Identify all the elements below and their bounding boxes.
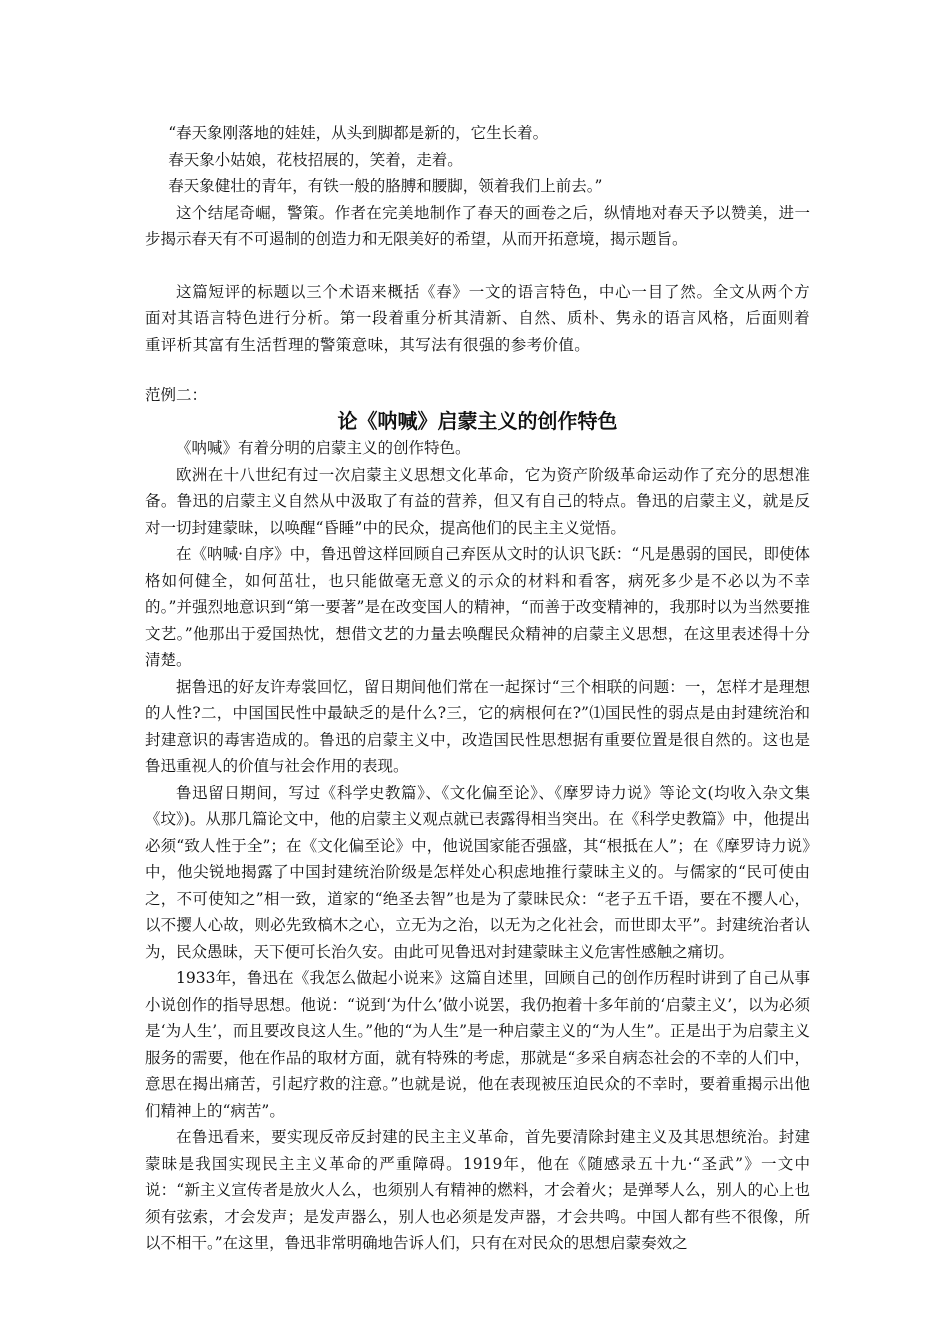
essay-title: 论《呐喊》启蒙主义的创作特色 bbox=[337, 409, 618, 433]
closing-paragraph: 这个结尾奇崛，警策。作者在完美地制作了春天的画卷之后，纵情地对春天予以赞美，进一步揭示春天有不可遏制的创造力和无限美好的希望，从而开拓意境，揭示题旨。 bbox=[145, 203, 810, 248]
document-page bbox=[145, 120, 810, 1257]
essay-paragraph-6: 1933年，鲁迅在《我怎么做起小说来》这篇自述里，回顾自己的创作历程时讲到了自己从事小说创作的指导思想。他说：“说到‘为什么’做小说罢，我仍抱着十多年前的‘启蒙主义’，以为必须是‘为人生’，而且要改良这人生。”他的“为人生”是一种启蒙主义的“为人生”。正是出于为启蒙主义服务的需要，他在作品的取材方面，就有特殊的考虑，那就是“多采自病态社会的不幸的人们中，意思在揭出痛苦，引起疗救的注意。”也就是说，他在表现被压迫民众的不幸时，要着重揭示出他们精神上的“病苦”。 bbox=[145, 969, 810, 1120]
commentary-paragraph: 这篇短评的标题以三个术语来概括《春》一文的语言特色，中心一目了然。全文从两个方面对其语言特色进行分析。第一段着重分析其清新、自然、质朴、隽永的语言风格，后面则着重评析其富有生活哲理的警策意味，其写法有很强的参考价值。 bbox=[145, 282, 810, 354]
quote-line-3: 春天象健壮的青年，有铁一般的胳膊和腰脚，领着我们上前去。” bbox=[168, 177, 603, 195]
quote-block bbox=[145, 120, 810, 200]
essay-paragraph-3: 在《呐喊·自序》中，鲁迅曾这样回顾自己弃医从文时的认识飞跃：“凡是愚弱的国民，即使体格如何健全，如何茁壮，也只能做毫无意义的示众的材料和看客，病死多少是不必以为不幸的。”并强烈地意识到“第一要著”是在改变国人的精神，“而善于改变精神的，我那时以为当然要推文艺。”他那出于爱国热忱，想借文艺的力量去唤醒民众精神的启蒙主义思想，在这里表述得十分清楚。 bbox=[145, 545, 810, 669]
commentary-block bbox=[145, 279, 810, 359]
essay-paragraph-4: 据鲁迅的好友许寿裳回忆，留日期间他们常在一起探讨“三个相联的问题：一，怎样才是理想的人性?二，中国国民性中最缺乏的是什么?三，它的病根何在?”⑴国民性的弱点是由封建统治和封建意识的毒害造成的。鲁迅的启蒙主义中，改造国民性思想据有重要位置是很自然的。这也是鲁迅重视人的价值与社会作用的表现。 bbox=[145, 677, 810, 775]
quote-line-1: “春天象刚落地的娃娃，从头到脚都是新的，它生长着。 bbox=[168, 124, 549, 142]
closing-block bbox=[145, 200, 810, 253]
quote-line-2: 春天象小姑娘，花枝招展的，笑着，走着。 bbox=[168, 150, 463, 169]
essay-paragraph-1: 《呐喊》有着分明的启蒙主义的创作特色。 bbox=[176, 439, 471, 457]
essay-body bbox=[145, 435, 810, 1257]
essay-paragraph-5: 鲁迅留日期间，写过《科学史教篇》、《文化偏至论》、《摩罗诗力说》等论文(均收入杂文集《坟》)。从那几篇论文中，他的启蒙主义观点就已表露得相当突出。在《科学史教篇》中，他提出必须“致人性于全”；在《文化偏至论》中，他说国家能否强盛，其“根抵在人”；在《摩罗诗力说》中，他尖锐地揭露了中国封建统治阶级是怎样处心积虑地推行蒙昧主义的。与儒家的“民可使由之，不可使知之”相一致，道家的“绝圣去智”也是为了蒙昧民众：“老子五千语，要在不撄人心，以不撄人心故，则必先致槁木之心，立无为之治，以无为之化社会，而世即太平”。封建统治者认为，民众愚昧，天下便可长治久安。由此可见鲁迅对封建蒙昧主义危害性感触之痛切。 bbox=[145, 783, 810, 961]
essay-paragraph-7: 在鲁迅看来，要实现反帝反封建的民主主义革命，首先要清除封建主义及其思想统治。封建蒙昧是我国实现民主主义革命的严重障碍。1919年，他在《随感录五十九·“圣武”》一文中说：“新主义宣传者是放火人么，也须别人有精神的燃料，才会着火；是弹琴人么，别人的心上也须有弦索，才会发声；是发声器么，别人也必须是发声器，才会共鸣。中国人都有些不很像，所以不相干。”在这里，鲁迅非常明确地告诉人们，只有在对民众的思想启蒙奏效之 bbox=[145, 1128, 810, 1252]
essay-paragraph-2: 欧洲在十八世纪有过一次启蒙主义思想文化革命，它为资产阶级革命运动作了充分的思想准备。鲁迅的启蒙主义自然从中汲取了有益的营养，但又有自己的特点。鲁迅的启蒙主义，就是反对一切封建蒙昧，以唤醒“昏睡”中的民众，提高他们的民主主义觉悟。 bbox=[145, 465, 810, 537]
example-label: 范例二： bbox=[145, 386, 208, 404]
